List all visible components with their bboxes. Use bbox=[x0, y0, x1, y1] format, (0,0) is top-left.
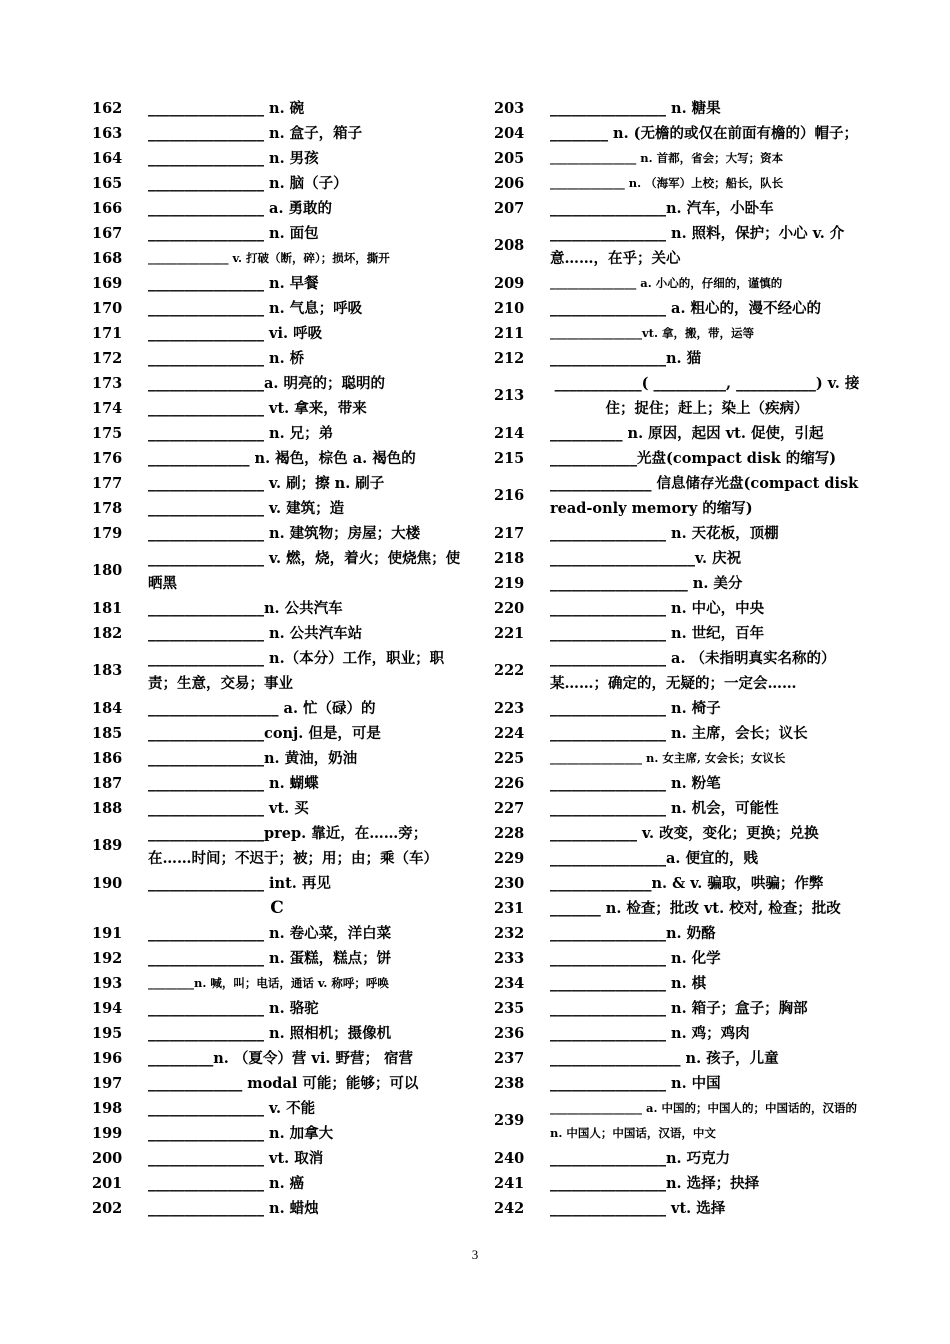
entry-number: 164 bbox=[92, 150, 123, 167]
entry-definition: _____________ modal 可能；能够；可以 bbox=[148, 1075, 419, 1092]
entry-definition: ________________ n. 世纪，百年 bbox=[550, 625, 765, 642]
vocab-entry bbox=[92, 696, 462, 721]
entry-definition: ________________ v. 刷；擦 n. 刷子 bbox=[148, 475, 385, 492]
vocab-entry bbox=[92, 121, 462, 146]
entry-number: 216 bbox=[494, 487, 525, 504]
entry-number: 163 bbox=[92, 125, 123, 142]
vocab-entry bbox=[92, 171, 462, 196]
entry-number: 181 bbox=[92, 600, 123, 617]
entry-definition: ________________ v. 建筑；造 bbox=[148, 500, 345, 517]
entry-definition: ________________ v. 燃，烧，着火；使烧焦；使晒黑 bbox=[148, 550, 461, 592]
vocab-entry bbox=[92, 996, 462, 1021]
entry-definition: ________________vt. 拿，搬，带，运等 bbox=[550, 326, 755, 340]
entry-number: 208 bbox=[494, 237, 525, 254]
vocab-entry bbox=[494, 1046, 864, 1071]
entry-definition: ________________ n. 主席，会长；议长 bbox=[550, 725, 808, 742]
entry-number: 235 bbox=[494, 1000, 525, 1017]
vocab-entry bbox=[494, 1096, 864, 1146]
vocab-entry bbox=[494, 771, 864, 796]
vocab-entry bbox=[494, 321, 864, 346]
entry-definition: _______________ n. 首都，省会；大写；资本 bbox=[550, 151, 784, 165]
entry-number: 205 bbox=[494, 150, 525, 167]
vocab-entry bbox=[92, 1046, 462, 1071]
vocab-entry bbox=[92, 921, 462, 946]
entry-definition: ________________n. 奶酪 bbox=[550, 925, 716, 942]
entry-number: 175 bbox=[92, 425, 123, 442]
entry-number: 183 bbox=[92, 662, 123, 679]
entry-number: 195 bbox=[92, 1025, 123, 1042]
vocab-entry bbox=[494, 1021, 864, 1046]
entry-number: 191 bbox=[92, 925, 123, 942]
entry-definition: ________________ vt. 取消 bbox=[148, 1150, 324, 1167]
vocab-entry bbox=[494, 446, 864, 471]
entry-definition: ________________ a. （未指明真实名称的）某……；确定的，无疑的；一定会…… bbox=[550, 650, 836, 692]
entry-definition: ____________ v. 改变，变化；更换；兑换 bbox=[550, 825, 819, 842]
entry-number: 239 bbox=[494, 1112, 525, 1129]
entry-number: 200 bbox=[92, 1150, 123, 1167]
entry-number: 192 bbox=[92, 950, 123, 967]
entry-number: 184 bbox=[92, 700, 123, 717]
vocab-entry bbox=[92, 446, 462, 471]
entry-number: 182 bbox=[92, 625, 123, 642]
entry-definition: ________________ vi. 呼吸 bbox=[148, 325, 323, 342]
vocab-entry bbox=[494, 546, 864, 571]
vocab-entry bbox=[494, 146, 864, 171]
entry-definition: ________________ n. 建筑物；房屋；大楼 bbox=[148, 525, 421, 542]
entry-number: 229 bbox=[494, 850, 525, 867]
entry-definition: ________________ n. 中心，中央 bbox=[550, 600, 765, 617]
entry-number: 177 bbox=[92, 475, 123, 492]
entry-definition: ________________ a. 勇敢的 bbox=[148, 200, 333, 217]
right-column bbox=[494, 96, 864, 1221]
entry-number: 185 bbox=[92, 725, 123, 742]
entry-definition: ________________ vt. 拿来，带来 bbox=[148, 400, 367, 417]
entry-number: 222 bbox=[494, 662, 525, 679]
entry-definition: __________________ a. 忙（碌）的 bbox=[148, 700, 376, 717]
entry-definition: ________________ vt. 买 bbox=[148, 800, 309, 817]
entry-number: 173 bbox=[92, 375, 123, 392]
entry-number: 210 bbox=[494, 300, 525, 317]
vocab-entry bbox=[92, 621, 462, 646]
entry-number: 174 bbox=[92, 400, 123, 417]
entry-number: 206 bbox=[494, 175, 525, 192]
entry-definition: ________________ n. 加拿大 bbox=[148, 1125, 334, 1142]
entry-number: 194 bbox=[92, 1000, 123, 1017]
vocab-entry bbox=[494, 121, 864, 146]
entry-definition: ________________ n. 机会，可能性 bbox=[550, 800, 779, 817]
entry-definition: _______ n. 检查；批改 vt. 校对, 检查；批改 bbox=[550, 900, 841, 917]
entry-definition: ________________conj. 但是，可是 bbox=[148, 725, 381, 742]
entry-number: 187 bbox=[92, 775, 123, 792]
entry-definition: ________________ n. 蝴蝶 bbox=[148, 775, 319, 792]
vocab-entry bbox=[494, 96, 864, 121]
entry-number: 215 bbox=[494, 450, 525, 467]
vocab-entry bbox=[494, 646, 864, 696]
entry-number: 199 bbox=[92, 1125, 123, 1142]
entry-number: 188 bbox=[92, 800, 123, 817]
entry-number: 179 bbox=[92, 525, 123, 542]
entry-definition: ________________n. 公共汽车 bbox=[148, 600, 343, 617]
vocab-entry bbox=[92, 1071, 462, 1096]
entry-definition: ______________ 信息储存光盘(compact disk read-only memory 的缩写) bbox=[550, 475, 859, 517]
vocab-entry bbox=[494, 1171, 864, 1196]
vocab-entry bbox=[92, 346, 462, 371]
vocab-entry bbox=[92, 1021, 462, 1046]
entry-definition: ________________ n. 棋 bbox=[550, 975, 707, 992]
entry-definition: ______________n. & v. 骗取，哄骗；作弊 bbox=[550, 875, 824, 892]
entry-number: 237 bbox=[494, 1050, 525, 1067]
entry-definition: ________________ n. 糖果 bbox=[550, 100, 721, 117]
entry-definition: ________________ n. 癌 bbox=[148, 1175, 305, 1192]
entry-definition: ________________ n. 碗 bbox=[148, 100, 305, 117]
vocab-entry bbox=[494, 996, 864, 1021]
entry-number: 233 bbox=[494, 950, 525, 967]
entry-definition: _______________ a. 小心的，仔细的，谨慎的 bbox=[550, 276, 783, 290]
entry-definition: ____________光盘(compact disk 的缩写) bbox=[550, 450, 837, 467]
entry-definition: ____________( __________, ___________) v. 接住；捉住；赶上；染上（疾病） bbox=[554, 375, 860, 417]
left-column bbox=[92, 96, 462, 1221]
entry-definition: ________________ n. 卷心菜，洋白菜 bbox=[148, 925, 392, 942]
entry-number: 167 bbox=[92, 225, 123, 242]
vocab-entry bbox=[494, 721, 864, 746]
entry-number: 225 bbox=[494, 750, 525, 767]
entry-number: 207 bbox=[494, 200, 525, 217]
vocab-entry bbox=[494, 821, 864, 846]
vocab-entry bbox=[494, 1071, 864, 1096]
vocab-entry bbox=[92, 1196, 462, 1221]
vocab-entry bbox=[92, 1171, 462, 1196]
vocab-entry bbox=[92, 96, 462, 121]
vocab-entry bbox=[494, 296, 864, 321]
vocab-entry bbox=[92, 146, 462, 171]
vocab-entry bbox=[92, 396, 462, 421]
entry-definition: ________________n. 巧克力 bbox=[550, 1150, 731, 1167]
entry-number: 226 bbox=[494, 775, 525, 792]
vocab-entry bbox=[92, 746, 462, 771]
entry-definition: ________________a. 便宜的，贱 bbox=[550, 850, 758, 867]
entry-number: 223 bbox=[494, 700, 525, 717]
entry-definition: ________________ n. 箱子；盒子；胸部 bbox=[550, 1000, 808, 1017]
entry-definition: ________________ v. 不能 bbox=[148, 1100, 316, 1117]
vocab-entry bbox=[494, 971, 864, 996]
vocab-entry bbox=[494, 596, 864, 621]
vocab-entry bbox=[494, 521, 864, 546]
entry-number: 204 bbox=[494, 125, 525, 142]
entry-number: 227 bbox=[494, 800, 525, 817]
entry-definition: ________________ n. 早餐 bbox=[148, 275, 319, 292]
vocab-entry bbox=[494, 846, 864, 871]
vocab-entry bbox=[92, 721, 462, 746]
entry-definition: ________________ n. 女主席, 女会长；女议长 bbox=[550, 751, 786, 765]
entry-number: 176 bbox=[92, 450, 123, 467]
vocab-entry bbox=[92, 321, 462, 346]
entry-number: 231 bbox=[494, 900, 525, 917]
entry-definition: ________________n. 黄油，奶油 bbox=[148, 750, 358, 767]
vocab-entry bbox=[494, 271, 864, 296]
section-letter: C bbox=[270, 898, 284, 918]
vocab-entry bbox=[92, 371, 462, 396]
entry-number: 171 bbox=[92, 325, 123, 342]
entry-definition: ________________ n. 桥 bbox=[148, 350, 305, 367]
entry-definition: ________________ n. 兄；弟 bbox=[148, 425, 334, 442]
vocab-entry bbox=[494, 371, 864, 421]
vocab-entry bbox=[494, 871, 864, 896]
entry-definition: ______________ n. 褐色，棕色 a. 褐色的 bbox=[148, 450, 416, 467]
entry-definition: ________________ int. 再见 bbox=[148, 875, 331, 892]
entry-number: 201 bbox=[92, 1175, 123, 1192]
entry-number: 168 bbox=[92, 250, 123, 267]
entry-definition: __________ n. 原因，起因 vt. 促使，引起 bbox=[550, 425, 824, 442]
vocab-entry bbox=[494, 621, 864, 646]
entry-number: 230 bbox=[494, 875, 525, 892]
vocab-entry bbox=[92, 271, 462, 296]
entry-definition: ________________ n. 蜡烛 bbox=[148, 1200, 319, 1217]
entry-number: 169 bbox=[92, 275, 123, 292]
vocab-entry bbox=[92, 296, 462, 321]
entry-definition: ________________a. 明亮的；聪明的 bbox=[148, 375, 385, 392]
entry-definition: ________________n. 汽车，小卧车 bbox=[550, 200, 774, 217]
vocab-entry bbox=[494, 221, 864, 271]
vocab-entry bbox=[92, 471, 462, 496]
entry-number: 219 bbox=[494, 575, 525, 592]
vocab-entry bbox=[92, 521, 462, 546]
entry-definition: ________________ n. 面包 bbox=[148, 225, 319, 242]
vocab-entry bbox=[92, 596, 462, 621]
entry-number: 213 bbox=[494, 387, 525, 404]
vocab-entry bbox=[92, 546, 462, 596]
vocab-entry bbox=[494, 196, 864, 221]
entry-number: 218 bbox=[494, 550, 525, 567]
vocab-entry bbox=[92, 221, 462, 246]
vocab-entry bbox=[92, 1121, 462, 1146]
entry-definition: ________________ n. 蛋糕，糕点；饼 bbox=[148, 950, 392, 967]
entry-definition: ________________ n. 男孩 bbox=[148, 150, 319, 167]
entry-number: 202 bbox=[92, 1200, 123, 1217]
vocab-entry bbox=[494, 471, 864, 521]
vocab-entry bbox=[92, 1096, 462, 1121]
entry-number: 217 bbox=[494, 525, 525, 542]
entry-number: 236 bbox=[494, 1025, 525, 1042]
entry-definition: ________________prep. 靠近，在……旁；在……时间；不迟于；被；用；由；乘（车） bbox=[148, 825, 438, 867]
entry-definition: ________________n. 猫 bbox=[550, 350, 702, 367]
entry-number: 241 bbox=[494, 1175, 525, 1192]
vocab-entry bbox=[494, 171, 864, 196]
entry-definition: _____________ n. （海军）上校；船长，队长 bbox=[550, 176, 784, 190]
vocab-entry bbox=[92, 1146, 462, 1171]
entry-number: 193 bbox=[92, 975, 123, 992]
vocab-entry bbox=[92, 421, 462, 446]
vocab-entry bbox=[494, 896, 864, 921]
vocab-entry bbox=[494, 746, 864, 771]
entry-definition: ________________ n. 鸡；鸡肉 bbox=[550, 1025, 750, 1042]
entry-number: 214 bbox=[494, 425, 525, 442]
entry-definition: ________________ n. 照料，保护；小心 v. 介意……，在乎；关心 bbox=[550, 225, 845, 267]
entry-number: 224 bbox=[494, 725, 525, 742]
vocab-entry bbox=[494, 796, 864, 821]
vocab-entry bbox=[92, 646, 462, 696]
entry-definition: ______________ v. 打破（断，碎）；损坏，撕开 bbox=[148, 251, 390, 265]
entry-definition: ________________ n. 气息；呼吸 bbox=[148, 300, 363, 317]
entry-definition: ________________ n. 脑（子） bbox=[148, 175, 348, 192]
entry-definition: ____________________v. 庆祝 bbox=[550, 550, 742, 567]
vocab-entry bbox=[494, 421, 864, 446]
entry-definition: ________________ n. 粉笔 bbox=[550, 775, 721, 792]
vocab-entry bbox=[92, 946, 462, 971]
entry-number: 221 bbox=[494, 625, 525, 642]
entry-number: 166 bbox=[92, 200, 123, 217]
vocab-entry bbox=[92, 796, 462, 821]
entry-number: 211 bbox=[494, 325, 525, 342]
entry-number: 165 bbox=[92, 175, 123, 192]
vocab-entry bbox=[92, 871, 462, 896]
entry-definition: ________________ n. 椅子 bbox=[550, 700, 721, 717]
entry-definition: ________________ n. 中国 bbox=[550, 1075, 721, 1092]
vocab-entry bbox=[494, 696, 864, 721]
entry-number: 186 bbox=[92, 750, 123, 767]
entry-number: 178 bbox=[92, 500, 123, 517]
entry-number: 180 bbox=[92, 562, 123, 579]
vocab-entry bbox=[494, 921, 864, 946]
vocab-entry bbox=[494, 1146, 864, 1171]
vocab-entry bbox=[92, 496, 462, 521]
entry-definition: ________________ a. 粗心的，漫不经心的 bbox=[550, 300, 822, 317]
entry-number: 228 bbox=[494, 825, 525, 842]
entry-number: 190 bbox=[92, 875, 123, 892]
entry-definition: ________________ n.（本分）工作，职业；职责；生意，交易；事业 bbox=[148, 650, 445, 692]
entry-definition: ________________ n. 盒子，箱子 bbox=[148, 125, 363, 142]
entry-number: 209 bbox=[494, 275, 525, 292]
entry-definition: ________________ n. 骆驼 bbox=[148, 1000, 319, 1017]
entry-number: 234 bbox=[494, 975, 525, 992]
page-number: 3 bbox=[471, 1247, 479, 1262]
vocab-entry bbox=[92, 971, 462, 996]
entry-number: 238 bbox=[494, 1075, 525, 1092]
entry-definition: ________________ vt. 选择 bbox=[550, 1200, 726, 1217]
entry-number: 196 bbox=[92, 1050, 123, 1067]
vocab-entry bbox=[92, 196, 462, 221]
entry-number: 198 bbox=[92, 1100, 123, 1117]
entry-definition: _________n. （夏令）营 vi. 野营； 宿营 bbox=[148, 1050, 414, 1067]
vocab-entry bbox=[494, 571, 864, 596]
entry-number: 220 bbox=[494, 600, 525, 617]
entry-definition: ________________ n. 照相机；摄像机 bbox=[148, 1025, 392, 1042]
entry-number: 212 bbox=[494, 350, 525, 367]
vocab-entry bbox=[494, 1196, 864, 1221]
entry-definition: ________n. 喊，叫；电话，通话 v. 称呼；呼唤 bbox=[148, 976, 389, 990]
vocab-entry bbox=[92, 821, 462, 871]
entry-definition: __________________ n. 孩子，儿童 bbox=[550, 1050, 779, 1067]
vocab-entry bbox=[92, 246, 462, 271]
entry-number: 170 bbox=[92, 300, 123, 317]
entry-definition: ________ n. (无檐的或仅在前面有檐的）帽子； bbox=[550, 125, 859, 142]
entry-definition: ________________ n. 天花板，顶棚 bbox=[550, 525, 779, 542]
entry-number: 197 bbox=[92, 1075, 123, 1092]
entry-number: 189 bbox=[92, 837, 123, 854]
vocab-entry bbox=[92, 771, 462, 796]
entry-definition: ________________ a. 中国的；中国人的；中国话的，汉语的 n. 中国人；中国话，汉语，中文 bbox=[550, 1101, 857, 1140]
entry-definition: ________________ n. 公共汽车站 bbox=[148, 625, 363, 642]
entry-definition: ________________ n. 化学 bbox=[550, 950, 721, 967]
entry-definition: ________________n. 选择；抉择 bbox=[550, 1175, 760, 1192]
entry-number: 240 bbox=[494, 1150, 525, 1167]
entry-number: 232 bbox=[494, 925, 525, 942]
entry-number: 162 bbox=[92, 100, 123, 117]
entry-definition: ___________________ n. 美分 bbox=[550, 575, 743, 592]
entry-number: 172 bbox=[92, 350, 123, 367]
vocab-entry bbox=[494, 946, 864, 971]
vocab-entry bbox=[494, 346, 864, 371]
entry-number: 242 bbox=[494, 1200, 525, 1217]
entry-number: 203 bbox=[494, 100, 525, 117]
